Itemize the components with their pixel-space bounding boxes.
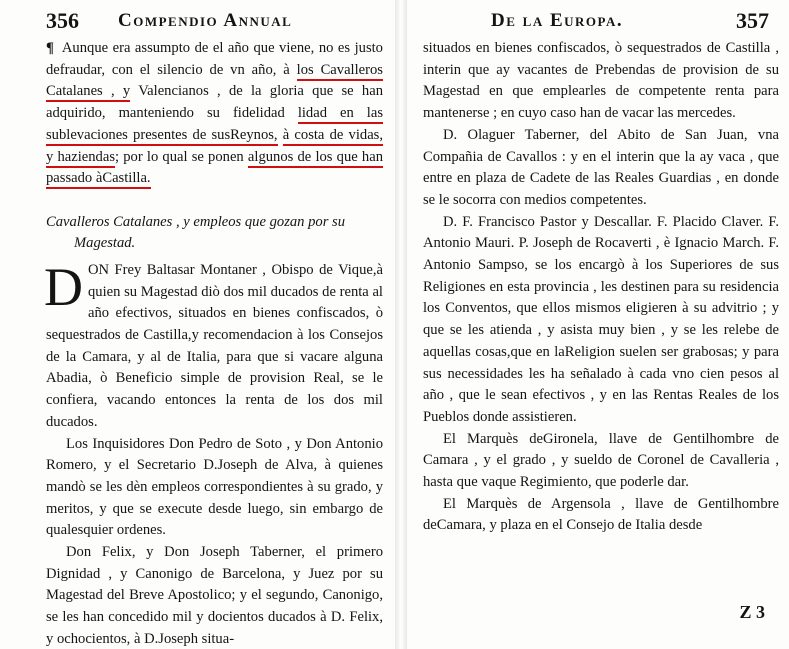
paragraph-mark-icon: ¶ — [46, 40, 54, 56]
highlight-costa-de-vidas: à costa de vidas, y haziendas — [46, 127, 383, 168]
left-page-header — [46, 8, 383, 38]
highlight-sublevaciones: lidad en las sublevaciones presentes de susReynos, — [46, 105, 383, 146]
taberner-paragraph: Don Felix, y Don Joseph Taberner, el primero Dignidad , y Canonigo de Barcelona, y Juez por su Magestad del Breve Apostolico; y el segundo, Canonigo, se les han concedido mil y docientos ducados à D. Felix, y ochocientos, à D.Joseph situa- — [46, 544, 383, 647]
montaner-paragraph — [44, 256, 383, 434]
situados-paragraph: situados en bienes confiscados, ò sequestrados de Castilla , interin que ay vacantes de Prebendas de provision de su Magestad en que emplearles de competente renta para mantenerse ; en cuyo caso han de vacar las mercedes. — [423, 40, 779, 122]
drop-cap: D — [44, 256, 83, 317]
argensola-paragraph: El Marquès de Argensola , llave de Gentilhombre deCamara, y plaza en el Consejo de Italia desde — [423, 495, 779, 534]
left-running-head: Compendio Annual — [118, 10, 293, 31]
intro-line-1: Aunque era assumpto de el año que viene, — [61, 40, 315, 56]
highlight-cavalleros-catalanes: los Cavalleros Catalanes , y — [46, 62, 383, 103]
religiosos-paragraph: D. F. Francisco Pastor y Descallar. F. Placido Claver. F. Antonio Mauri. P. Joseph de Rocaverti , è Ignacio March. F. Antonio Sampso, se los encargò à los Superiores de sus Religiones en esta provincia , les destinen para su residencia los Conventos, que ellos mismos eligieren à su advitrio ; y que se les atienda , y asista muy bien , y se les relebe de aquellas cosas,que en laReligion suelen ser grabosas; y para sus necessidades les ha señalado à cada vno cien pesos al año , que le sean efectivos , y en las Rentas Reales de los Pueblos donde assistieren. — [423, 213, 779, 425]
right-running-head: De la Europa. — [491, 10, 624, 31]
right-page — [407, 0, 789, 649]
intro-line-6-rest: ; por lo qual se ponen — [115, 148, 244, 165]
section-heading-line-1: Cavalleros Catalanes , y empleos que gozan por su — [46, 213, 346, 230]
section-heading — [46, 212, 383, 254]
book-gutter — [395, 0, 407, 649]
signature-mark: Z 3 — [739, 602, 765, 622]
olaguer-paragraph: D. Olaguer Taberner, del Abito de San Juan, vna Compañia de Cavallos : y en el interin que la ay vaca , que entre en plaza de Cadete de las Reales Guardias , en donde se le socorra con medios competentes. — [423, 126, 779, 208]
section-heading-line-2: Magestad. — [74, 234, 136, 251]
intro-line-2: no es justo defraudar, con el silencio de vn año, à — [46, 40, 383, 78]
intro-line-3-rest: Valencianos , de la — [138, 83, 262, 100]
right-page-number: 357 — [736, 8, 769, 33]
intro-line-4: gloria que se han adquirido, manteniendo su fidelidad — [46, 83, 383, 122]
montaner-text: ON Frey Baltasar Montaner , Obispo de Vique,à quien su Magestad diò dos mil ducados de renta al año efectivos, situados en bienes confiscados, ò sequestrados de Castilla,y recomendacion à los Consejos de la Camara, y al de Italia, para que si vacare alguna Abadia, ò Beneficio simple de provision Real, se le confiera, vacando entonces la renta de los dos mil ducados. — [46, 261, 383, 430]
left-page-number: 356 — [46, 8, 79, 33]
inquisidores-paragraph: Los Inquisidores Don Pedro de Soto , y Don Antonio Romero, y el Secretario D.Joseph de Alva, à quienes mandò se les dèn empleos correspondientes à su grado, y meritos, y que se execute desde luego, sin embargo de qualesquier ordenes. — [46, 435, 383, 539]
highlight-castilla: algunos de los que han passado àCastilla. — [46, 149, 383, 190]
gironela-paragraph: El Marquès deGironela, llave de Gentilhombre de Camara , y el grado , y sueldo de Coronel de Cavalleria , hasta que vaque Regimiento, que poderle dar. — [423, 430, 779, 491]
right-page-header — [423, 8, 779, 38]
intro-paragraph — [46, 38, 383, 190]
